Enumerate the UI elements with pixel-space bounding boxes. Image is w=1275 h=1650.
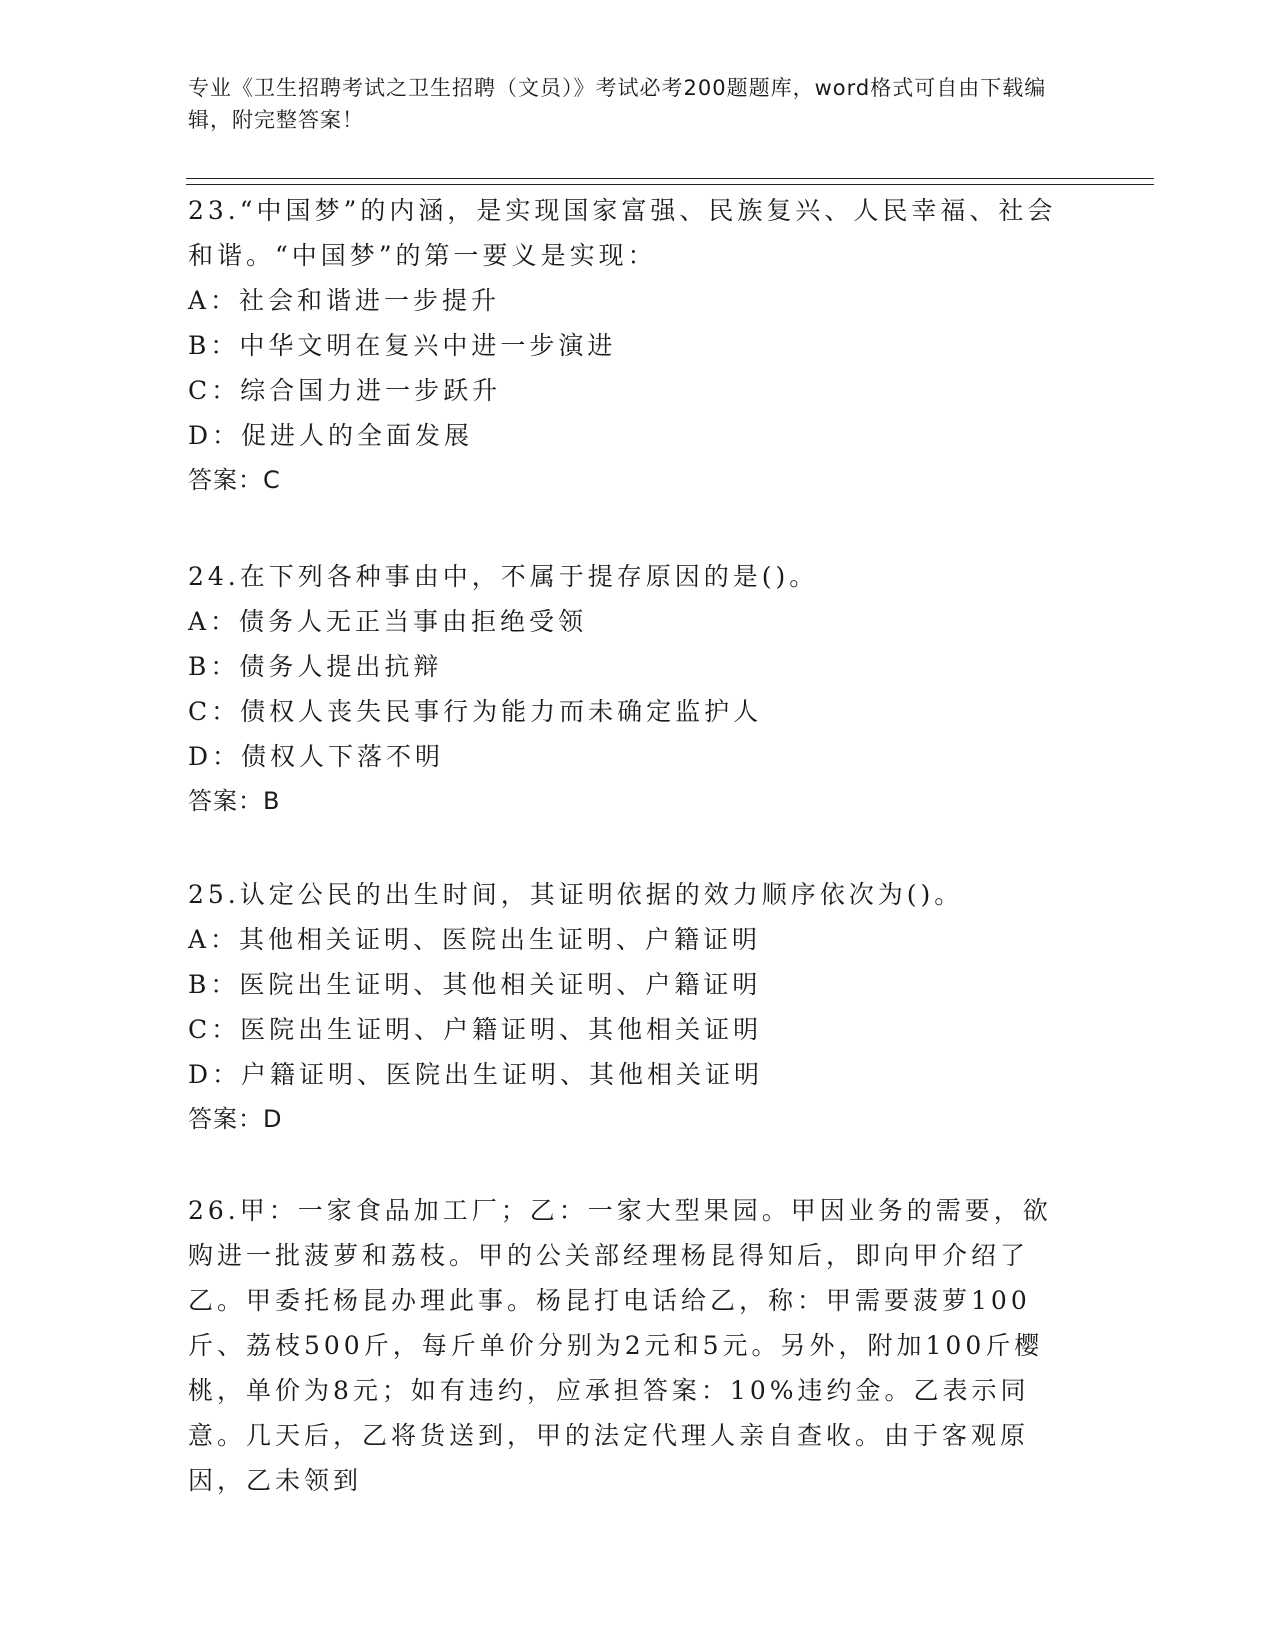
option-b: B：医院出生证明、其他相关证明、户籍证明 [188,970,762,999]
header-divider-bottom [186,184,1154,185]
option-d: D：债权人下落不明 [188,742,445,771]
option-b: B：债务人提出抗辩 [188,652,443,681]
answer: 答案：C [188,466,281,494]
question-stem: 25.认定公民的出生时间，其证明依据的效力顺序依次为()。 [188,880,964,909]
question-stem: 24.在下列各种事由中，不属于提存原因的是()。 [188,562,819,591]
option-d: D：促进人的全面发展 [188,421,474,450]
answer: 答案：B [188,787,281,815]
option-a: A：其他相关证明、医院出生证明、户籍证明 [188,925,762,954]
question-26 [188,1188,1078,1503]
option-c: C：医院出生证明、户籍证明、其他相关证明 [188,1015,763,1044]
option-c: C：债权人丧失民事行为能力而未确定监护人 [188,697,763,726]
question-stem: 23.“中国梦”的内涵，是实现国家富强、民族复兴、人民幸福、社会和谐。“中国梦”的第一要义是实现： [188,196,1057,270]
option-a: A：社会和谐进一步提升 [188,286,501,315]
option-a: A：债务人无正当事由拒绝受领 [188,607,588,636]
question-25 [188,872,1078,1142]
header-divider-top [186,178,1154,179]
question-23 [188,188,1078,503]
question-stem: 26.甲：一家食品加工厂；乙：一家大型果园。甲因业务的需要，欲购进一批菠萝和荔枝。甲的公关部经理杨昆得知后，即向甲介绍了乙。甲委托杨昆办理此事。杨昆打电话给乙，称：甲需要菠萝100斤、荔枝500斤，每斤单价分别为2元和5元。另外，附加100斤樱桃，单价为8元；如有违约，应承担答案：10%违约金。乙表示同意。几天后，乙将货送到，甲的法定代理人亲自查收。由于客观原因，乙未领到 [188,1196,1052,1495]
option-b: B：中华文明在复兴中进一步演进 [188,331,617,360]
answer: 答案：D [188,1105,283,1133]
option-d: D：户籍证明、医院出生证明、其他相关证明 [188,1060,764,1089]
question-24 [188,554,1078,824]
option-c: C：综合国力进一步跃升 [188,376,502,405]
document-header: 专业《卫生招聘考试之卫生招聘（文员）》考试必考200题题库，word格式可自由下载编辑，附完整答案！ [188,76,1047,132]
